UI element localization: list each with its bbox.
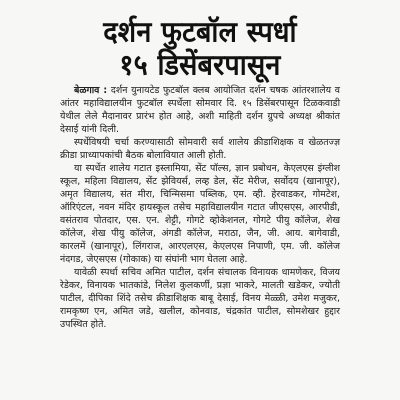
- paragraph-4: यावेळी स्पर्धा सचिव अमित पाटील, दर्शन संचालक विनायक धामणेकर, विजय रेडेकर, विनायक भातकांडे, निलेश कुलकर्णी, प्रज्ञा भाकरे, मालती खडेकर, ज्योती पाटील, दीपिका शिंदे तसेच क्रीडाशिक्षक बाबू देसाई, विनय मेळ्ळी, उमेश मजुकर, रामकृष्ण एन, अमित जडे, खलील, कोनवाड, चंद्रकांत पाटील, सोमशेखर हुद्दार उपस्थित होते.: [60, 267, 340, 330]
- paragraph-3: या स्पर्धेत शालेय गटात इस्लामिया, सेंट पॉल्स, ज्ञान प्रबोधन, केएलएस इंग्लीश स्कूल, महिला विद्यालय, सेंट झेवियर्स, लव्ह डेल, सेंट मेरीज, सर्वोदय (खानापूर), अमृत विद्यालय, संत मीरा, चिन्मिसमा पब्लिक, एम. व्ही. हेरवाडकर, गोमटेश, ऑरिएंटल, नवन मंदिर हायस्कूल तसेच महाविद्यालयीन गटात जीएसएस, आरपीडी, वसंतराव पोतदार, एस. एन. शेट्टी, गोगटे व्होकेशनल, गोगटे पीयु कॉलेज, शेख कॉलेज, शेख पीयु कॉलेज, अंगडी कॉलेज, मराठा, जैन, जी. आय. बागेवाडी, कारलमें (खानापूर), लिंगराज, आरएलएस, केएलएस निपाणी, एम. जी. कॉलेज नंदगड, जेएसएस (गोकाक) या संघांनी भाग घेतला आहे.: [60, 163, 340, 265]
- article-body: [60, 84, 340, 331]
- headline-line-1: दर्शन फुटबॉल स्पर्धा: [103, 16, 297, 49]
- paragraph-1: [60, 84, 340, 136]
- paragraph-1-text: दर्शन युनायटेड फुटबॉल क्लब आयोजित दर्शन चषक आंतरशालेय व आंतर महाविद्यालयीन फुटबॉल स्पर्धेला सोमवार दि. १५ डिसेंबरपासून टिळकवाडी येथील लेले मैदानावर प्रारंभ होत आहे, अशी माहिती दर्शन ग्रुपचे अध्यक्ष श्रीकांत देसाई यांनी दिली.: [60, 85, 340, 135]
- headline: [60, 16, 340, 82]
- paragraph-2: स्पर्धेविषयी चर्चा करण्यासाठी सोमवारी सर्व शालेय क्रीडाशिक्षक व खेळतज्ज्ञ क्रीडा प्राध्यापकांची बैठक बोलावियात आली होती.: [60, 137, 340, 161]
- dateline: बेळगाव :: [74, 85, 108, 96]
- headline-line-2: १५ डिसेंबरपासून: [119, 49, 281, 82]
